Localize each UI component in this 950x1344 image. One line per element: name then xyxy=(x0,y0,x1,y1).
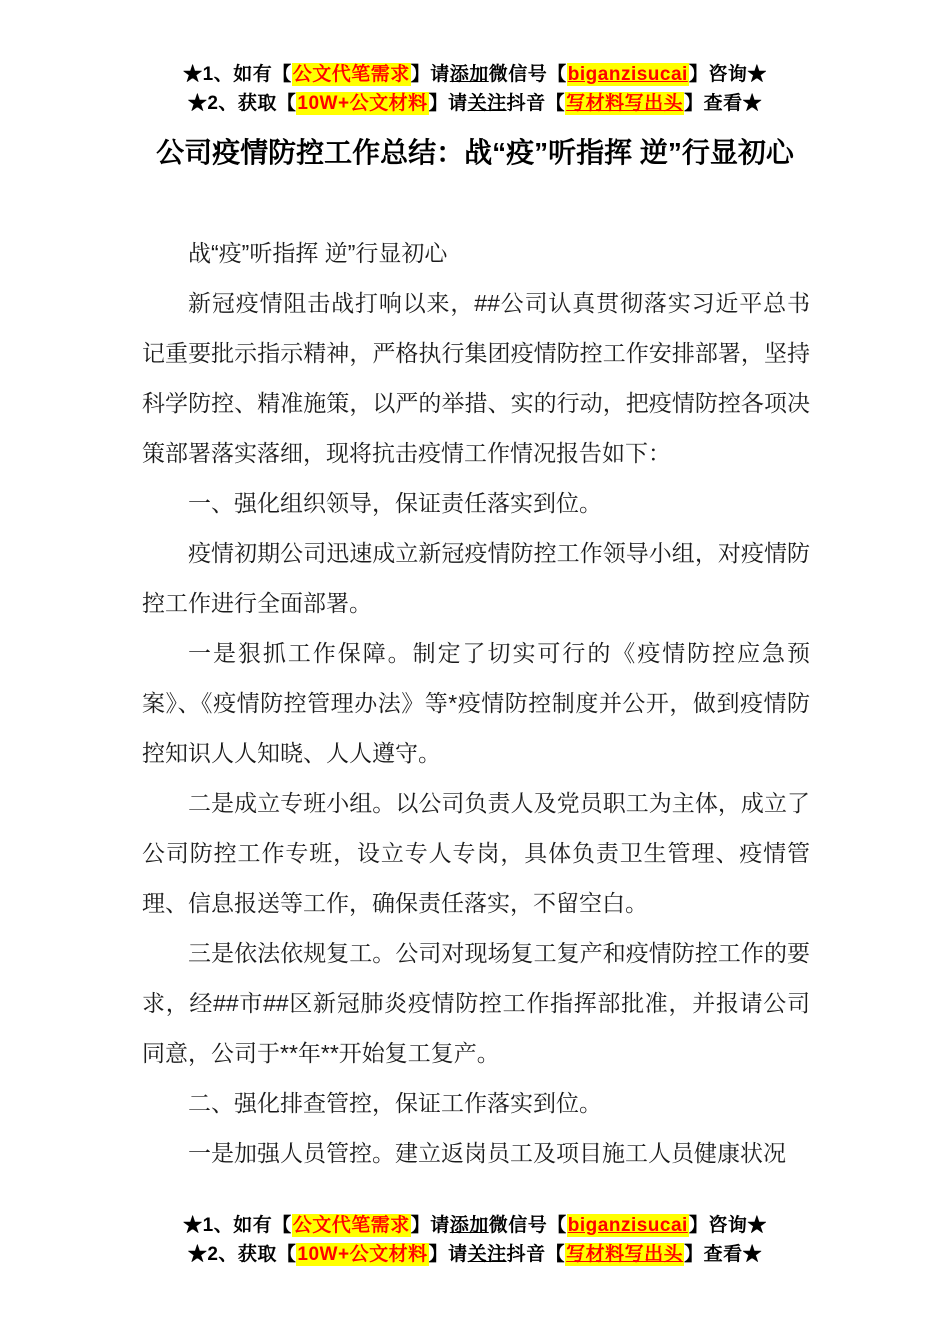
promo1-mid1: 】请 xyxy=(410,1215,450,1236)
promo1-highlight-service: 公文代笔需求 xyxy=(292,64,410,85)
promo2-mid2: 抖音【 xyxy=(506,1244,566,1265)
promo1-underlined-add: 添加 xyxy=(449,64,489,85)
document-body xyxy=(142,228,810,1178)
footer-promo xyxy=(0,1211,950,1269)
promo1-mid1: 】请 xyxy=(410,64,450,85)
promo1-underlined-add: 添加 xyxy=(449,1215,489,1236)
paragraph-point-2: 二是成立专班小组。以公司负责人及党员职工为主体，成立了公司防控工作专班，设立专人专岗，具体负责卫生管理、疫情管理、信息报送等工作，确保责任落实，不留空白。 xyxy=(142,790,810,916)
paragraph-section-1-body: 疫情初期公司迅速成立新冠疫情防控工作领导小组，对疫情防控工作进行全面部署。 xyxy=(142,540,810,616)
paragraph-section-2-heading: 二、强化排查管控，保证工作落实到位。 xyxy=(188,1090,602,1116)
paragraph-intro: 新冠疫情阻击战打响以来，##公司认真贯彻落实习近平总书记重要批示指示精神，严格执行集团疫情防控工作安排部署，坚持科学防控、精准施策，以严的举措、实的行动，把疫情防控各项决策部署落实落细，现将抗击疫情工作情况报告如下： xyxy=(142,290,810,466)
paragraph-subtitle: 战“疫”听指挥 逆”行显初心 xyxy=(188,240,448,266)
promo2-underlined-follow: 关注 xyxy=(467,1244,507,1265)
header-promo-line-2 xyxy=(0,89,950,118)
promo2-highlight-douyin-id: 写材料写出头 xyxy=(566,1244,684,1265)
footer-promo-line-1 xyxy=(0,1211,950,1240)
paragraph-section-2-point-1: 一是加强人员管控。建立返岗员工及项目施工人员健康状况 xyxy=(188,1140,786,1166)
promo2-mid1: 】请 xyxy=(428,1244,468,1265)
promo2-highlight-materials: 10W+公文材料 xyxy=(297,93,428,114)
promo2-highlight-douyin-id: 写材料写出头 xyxy=(566,93,684,114)
promo1-highlight-wechat-id: biganzisucai xyxy=(567,64,688,85)
promo2-prefix: ★2、获取【 xyxy=(187,1244,297,1265)
promo2-highlight-materials: 10W+公文材料 xyxy=(297,1244,428,1265)
promo1-suffix: 】咨询★ xyxy=(688,1215,767,1236)
paragraph-point-1: 一是狠抓工作保障。制定了切实可行的《疫情防控应急预案》、《疫情防控管理办法》等*疫情防控制度并公开，做到疫情防控知识人人知晓、人人遵守。 xyxy=(142,640,810,766)
promo1-suffix: 】咨询★ xyxy=(688,64,767,85)
promo1-prefix: ★1、如有【 xyxy=(183,64,292,85)
promo2-mid2: 抖音【 xyxy=(506,93,566,114)
promo1-prefix: ★1、如有【 xyxy=(183,1215,292,1236)
promo1-highlight-service: 公文代笔需求 xyxy=(292,1215,410,1236)
promo2-suffix: 】查看★ xyxy=(684,1244,763,1265)
page-title: 公司疫情防控工作总结：战“疫”听指挥 逆”行显初心 xyxy=(156,137,794,168)
promo2-mid1: 】请 xyxy=(428,93,468,114)
paragraph-section-1-heading: 一、强化组织领导，保证责任落实到位。 xyxy=(188,490,602,516)
paragraph-point-3: 三是依法依规复工。公司对现场复工复产和疫情防控工作的要求，经##市##区新冠肺炎疫情防控工作指挥部批准，并报请公司同意，公司于**年**开始复工复产。 xyxy=(142,940,810,1066)
promo1-mid2: 微信号【 xyxy=(488,1215,567,1236)
header-promo xyxy=(0,60,950,118)
promo2-prefix: ★2、获取【 xyxy=(187,93,297,114)
promo1-highlight-wechat-id: biganzisucai xyxy=(567,1215,688,1236)
promo2-suffix: 】查看★ xyxy=(684,93,763,114)
header-promo-line-1 xyxy=(0,60,950,89)
footer-promo-line-2 xyxy=(0,1240,950,1269)
promo2-underlined-follow: 关注 xyxy=(467,93,507,114)
promo1-mid2: 微信号【 xyxy=(488,64,567,85)
